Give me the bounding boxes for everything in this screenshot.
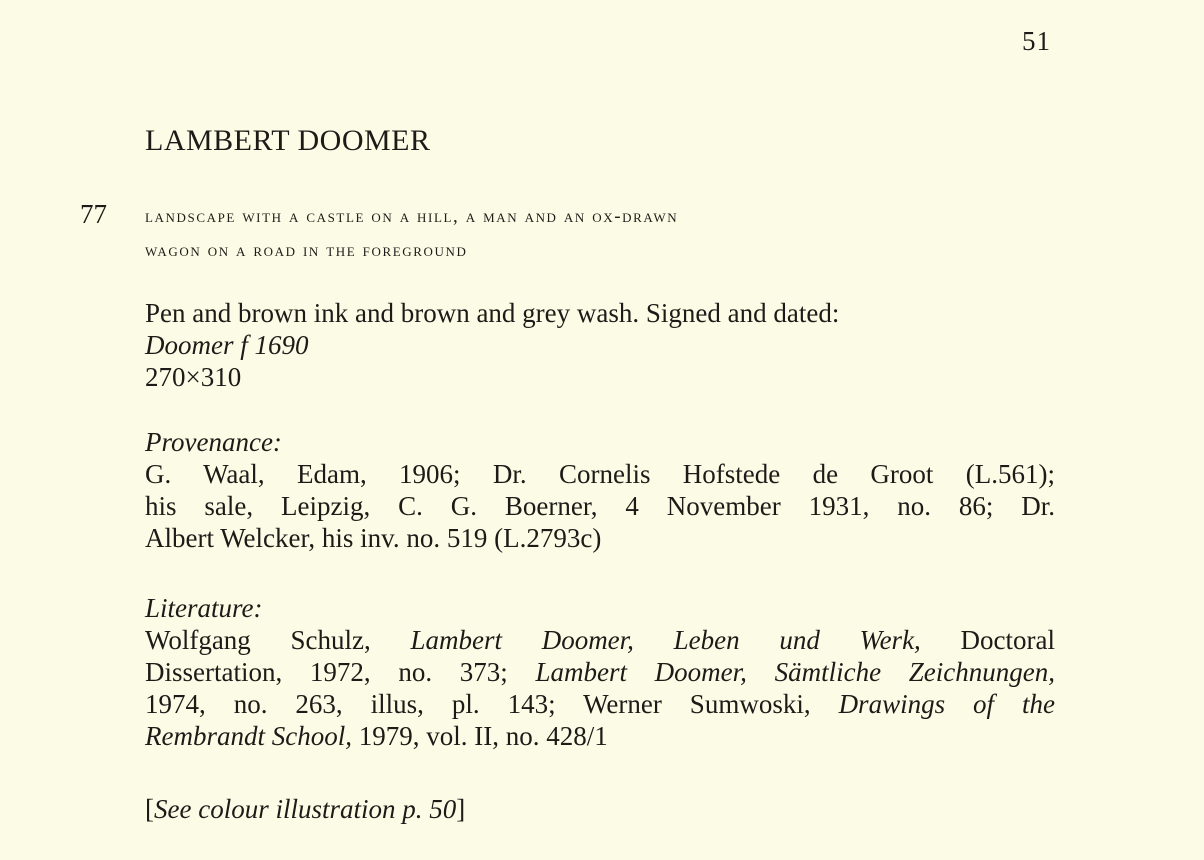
entry-title	[145, 200, 1060, 268]
literature-author: Wolfgang Schulz,	[145, 625, 411, 655]
provenance-line-2: his sale, Leipzig, C. G. Boerner, 4 November 1931, no. 86; Dr.	[145, 491, 1055, 521]
page-number: 51	[1022, 26, 1051, 56]
provenance-line-3: Albert Welcker, his inv. no. 519 (L.2793c)	[145, 523, 602, 553]
literature-text-4: 1979, vol. II, no. 428/1	[351, 721, 608, 751]
medium-description: Pen and brown ink and brown and grey wash. Signed and dated:	[145, 298, 840, 328]
bracket-close: ]	[456, 794, 466, 824]
literature-section	[145, 592, 1055, 752]
literature-text-2: Dissertation, 1972, no. 373;	[145, 657, 536, 687]
colour-illustration-reference	[145, 794, 465, 825]
bracket-open: [	[145, 794, 154, 824]
catalogue-number: 77	[80, 199, 107, 229]
literature-line-4	[145, 720, 1055, 752]
literature-title-3: Drawings of the	[838, 689, 1056, 719]
literature-text-3: 1974, no. 263, illus, pl. 143; Werner Sumwoski,	[145, 689, 839, 719]
entry-title-line-1: landscape with a castle on a hill, a man and an ox-drawn	[145, 206, 679, 227]
signature-inscription: Doomer f 1690	[145, 330, 309, 360]
entry-title-line-2: wagon on a road in the foreground	[145, 240, 468, 261]
literature-line-3	[145, 688, 1055, 720]
literature-title-2: Lambert Doomer, Sämtliche Zeichnungen,	[535, 657, 1055, 687]
provenance-line-1: G. Waal, Edam, 1906; Dr. Cornelis Hofstede de Groot (L.561);	[145, 459, 1055, 489]
medium-section	[145, 297, 1055, 393]
artist-heading: LAMBERT DOOMER	[145, 124, 431, 157]
dimensions: 270×310	[145, 362, 242, 392]
colour-illustration-text: See colour illustration p. 50	[154, 794, 457, 824]
literature-text-1: Doctoral	[920, 625, 1055, 655]
literature-line-2	[145, 656, 1055, 688]
literature-title-4: Rembrandt School,	[145, 721, 352, 751]
literature-line-1	[145, 624, 1055, 656]
provenance-section	[145, 426, 1055, 554]
provenance-heading: Provenance:	[145, 427, 282, 457]
literature-heading: Literature:	[145, 593, 263, 623]
literature-title-1: Lambert Doomer, Leben und Werk,	[410, 625, 921, 655]
